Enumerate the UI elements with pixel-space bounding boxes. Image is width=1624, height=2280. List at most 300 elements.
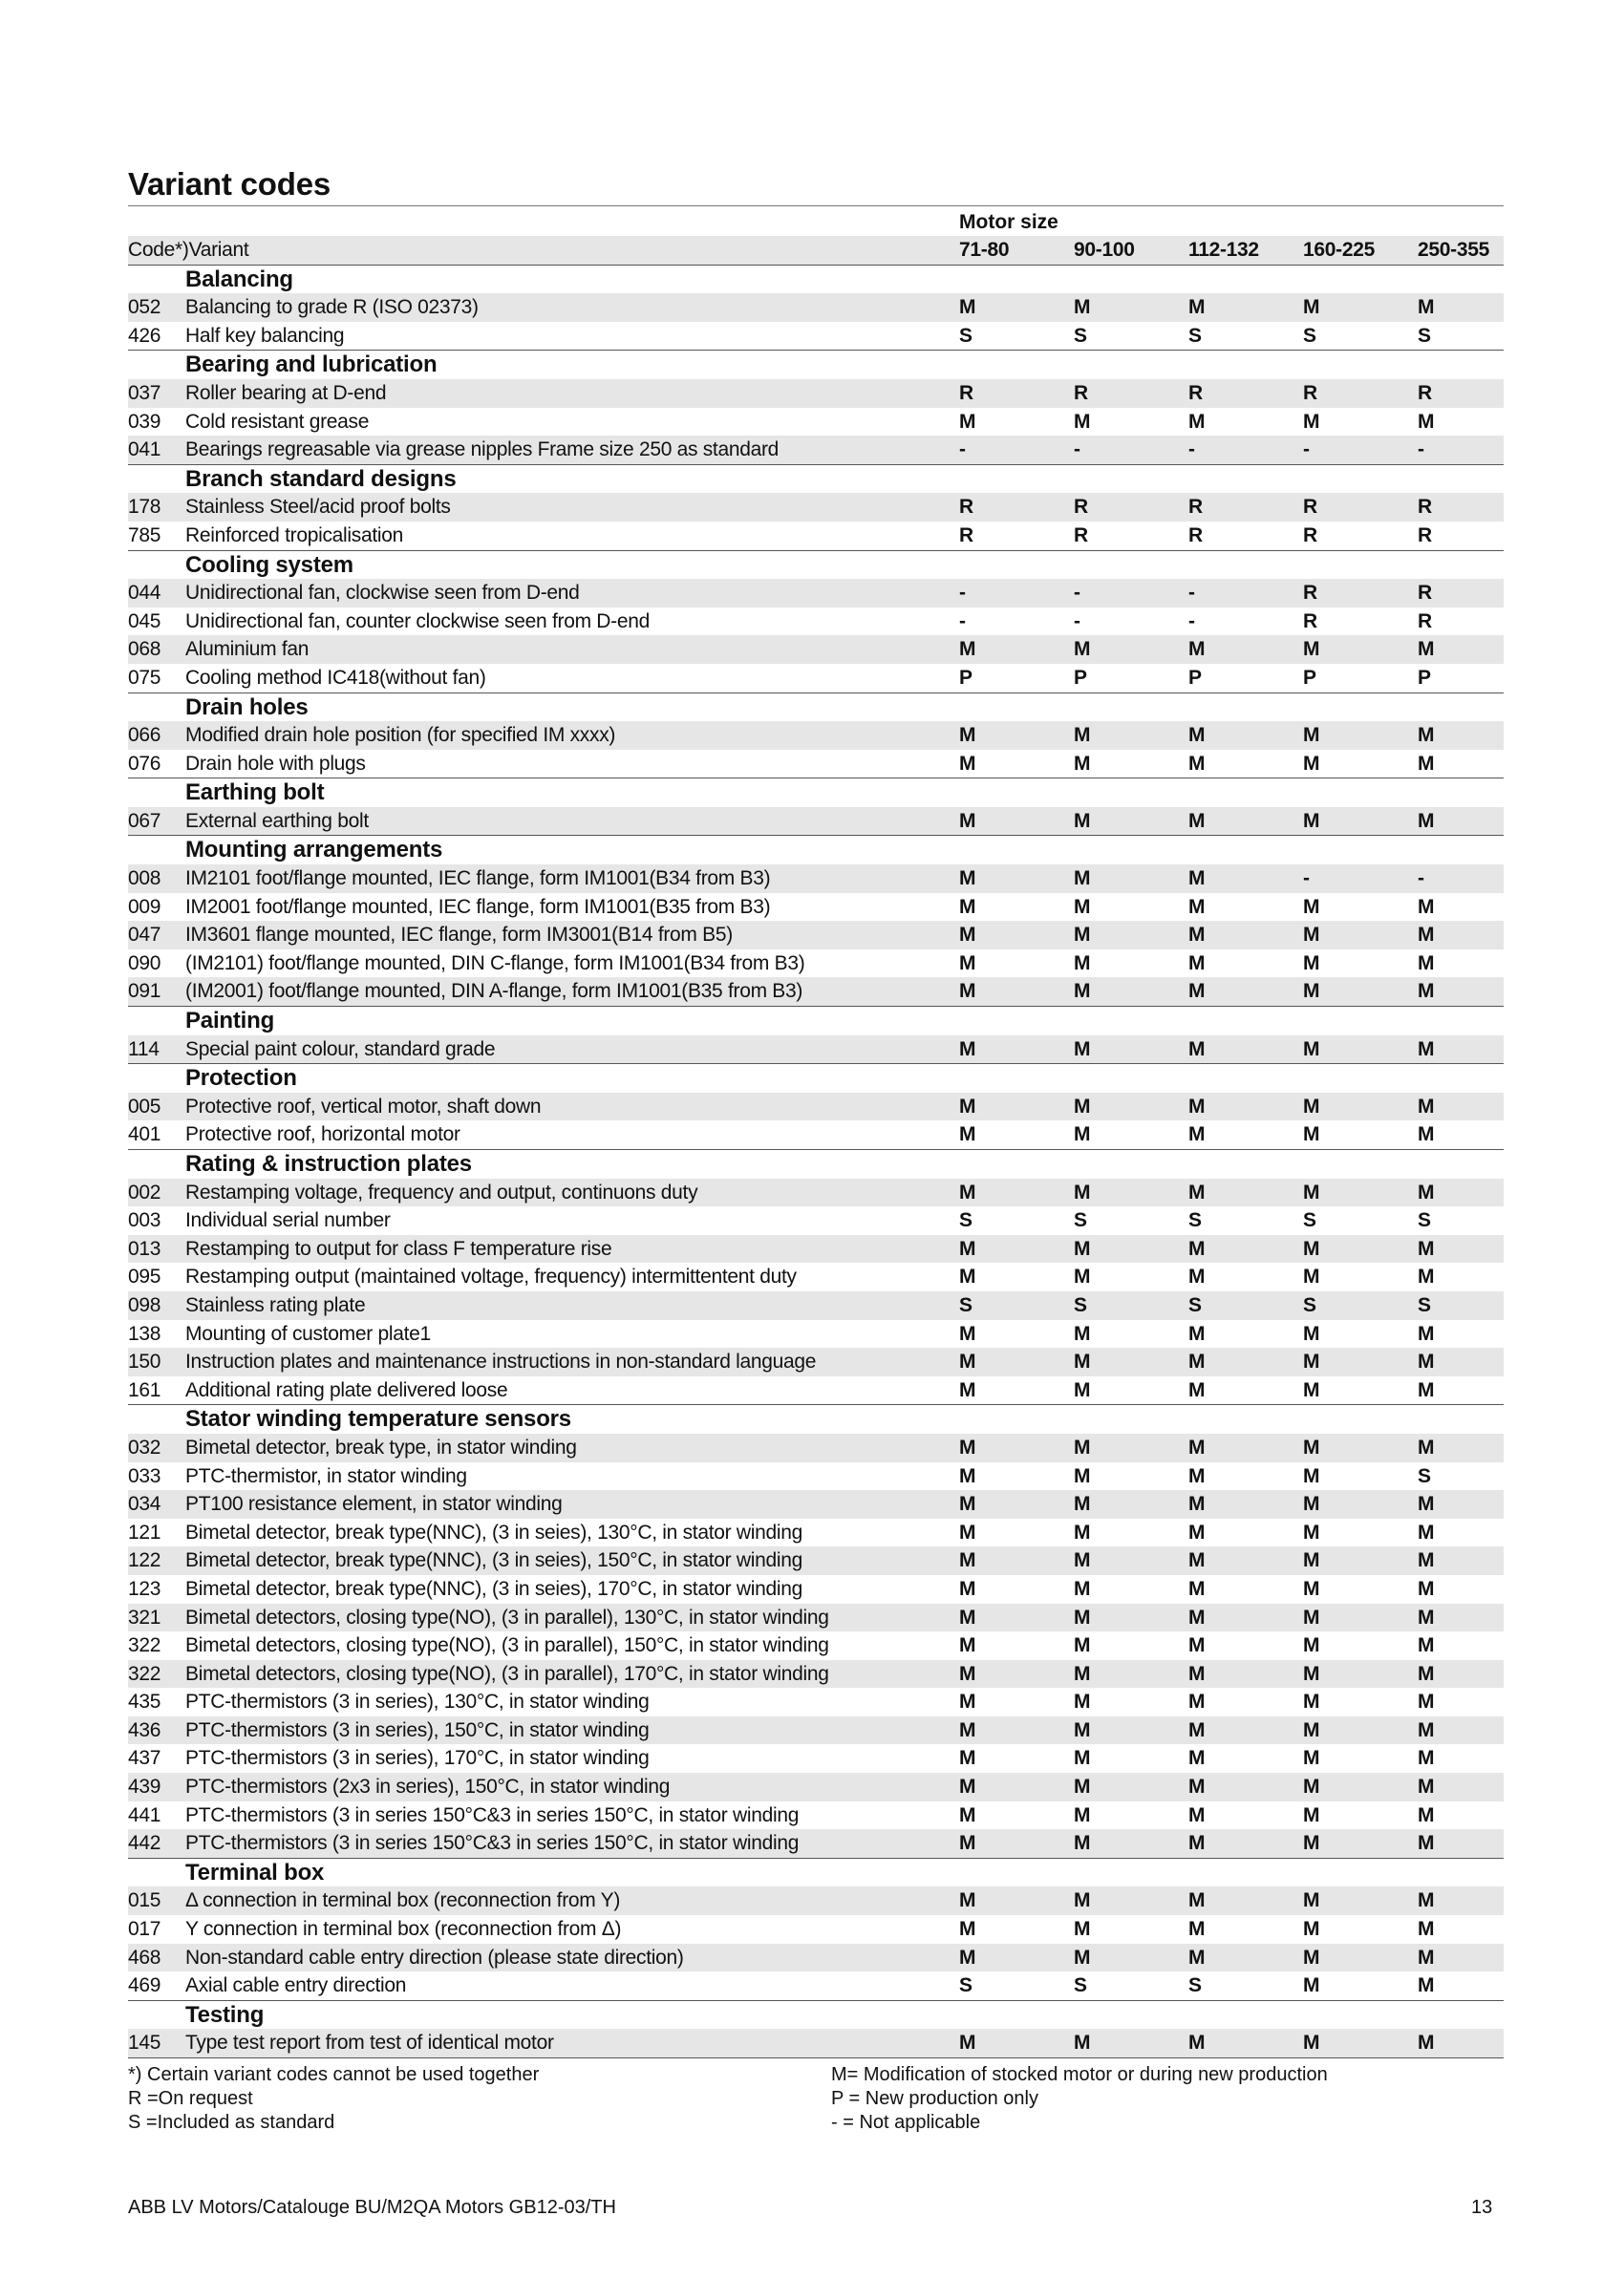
table-row	[128, 1944, 1504, 1972]
availability-cell: S	[959, 324, 972, 347]
variant-code: 436	[128, 1718, 161, 1741]
availability-cell: R	[959, 496, 973, 519]
availability-cell: M	[1074, 1237, 1091, 1260]
availability-cell: M	[1188, 1889, 1206, 1912]
availability-cell: M	[1303, 1095, 1320, 1118]
table-row	[128, 1263, 1504, 1291]
availability-cell: M	[1188, 1322, 1206, 1345]
availability-cell: M	[1418, 1918, 1435, 1941]
table-row	[128, 1235, 1504, 1264]
variant-code: 161	[128, 1378, 161, 1401]
availability-cell: M	[1188, 924, 1206, 947]
variant-description: Cooling method IC418(without fan)	[185, 666, 486, 689]
availability-cell: M	[1074, 1606, 1091, 1629]
footnotes-left	[128, 2063, 539, 2135]
variant-code: 441	[128, 1803, 161, 1826]
variant-code: 075	[128, 666, 161, 689]
variant-code: 013	[128, 1237, 161, 1260]
table-row	[128, 1348, 1504, 1376]
availability-cell: M	[1418, 2032, 1435, 2055]
variant-description: External earthing bolt	[185, 809, 369, 832]
availability-cell: M	[1074, 867, 1091, 890]
availability-cell: S	[959, 1293, 972, 1316]
availability-cell: S	[1074, 1293, 1087, 1316]
section-title: Drain holes	[185, 693, 309, 720]
availability-cell: M	[1074, 1946, 1091, 1969]
availability-cell: -	[1074, 582, 1080, 605]
availability-cell: -	[959, 609, 966, 632]
availability-cell: M	[959, 1549, 976, 1572]
availability-cell: M	[1418, 724, 1435, 747]
availability-cell: M	[1074, 1918, 1091, 1941]
section-title: Bearing and lubrication	[185, 352, 438, 378]
availability-cell: M	[1303, 895, 1320, 918]
availability-cell: M	[959, 1037, 976, 1060]
availability-cell: -	[1188, 609, 1195, 632]
availability-cell: M	[1303, 1181, 1320, 1204]
availability-cell: M	[1418, 1549, 1435, 1572]
variant-description: Axial cable entry direction	[185, 1974, 407, 1997]
availability-cell: S	[1188, 1293, 1202, 1316]
availability-cell: M	[1188, 1266, 1206, 1289]
availability-cell: M	[1418, 951, 1435, 974]
availability-cell: M	[959, 1946, 976, 1969]
availability-cell: S	[1418, 1293, 1431, 1316]
availability-cell: M	[1188, 724, 1206, 747]
table-row	[128, 607, 1504, 636]
availability-cell: M	[1303, 1577, 1320, 1600]
variant-code: 178	[128, 496, 161, 519]
availability-cell: M	[1303, 1803, 1320, 1826]
availability-cell: M	[1303, 1974, 1320, 1997]
section-title: Painting	[185, 1008, 275, 1034]
availability-cell: M	[959, 1266, 976, 1289]
availability-cell: S	[1303, 1209, 1316, 1232]
section-title: Balancing	[185, 266, 293, 292]
availability-cell: M	[1074, 1691, 1091, 1714]
availability-cell: -	[1303, 438, 1310, 461]
variant-code: 039	[128, 410, 161, 433]
availability-cell: M	[1074, 1266, 1091, 1289]
variant-code: 426	[128, 324, 161, 347]
availability-cell: S	[1188, 1209, 1202, 1232]
availability-cell: S	[959, 1974, 972, 1997]
variant-description: Stainless rating plate	[185, 1293, 366, 1316]
availability-cell: M	[1074, 1123, 1091, 1146]
availability-cell: S	[1188, 1974, 1202, 1997]
availability-cell: R	[1418, 582, 1432, 605]
availability-cell: M	[1188, 1464, 1206, 1487]
availability-cell: M	[1418, 410, 1435, 433]
availability-cell: M	[959, 638, 976, 661]
variant-code: 033	[128, 1464, 161, 1487]
availability-cell: S	[959, 1209, 972, 1232]
availability-cell: M	[959, 1803, 976, 1826]
variant-description: Type test report from test of identical motor	[185, 2032, 554, 2055]
availability-cell: M	[959, 1776, 976, 1799]
availability-cell: M	[1188, 951, 1206, 974]
availability-cell: P	[1188, 666, 1202, 689]
availability-cell: M	[959, 951, 976, 974]
table-row	[128, 1120, 1504, 1150]
availability-cell: -	[1188, 438, 1195, 461]
availability-cell: M	[1074, 1634, 1091, 1657]
availability-cell: M	[1188, 1803, 1206, 1826]
table-header-row	[128, 236, 1504, 266]
availability-cell: M	[1418, 1634, 1435, 1657]
availability-cell: M	[1418, 752, 1435, 775]
variant-description: PTC-thermistors (3 in series), 130°C, in stator winding	[185, 1691, 650, 1714]
motor-size-header: Motor size	[959, 211, 1058, 233]
availability-cell: M	[1303, 1776, 1320, 1799]
variant-code: 468	[128, 1946, 161, 1969]
availability-cell: M	[1418, 1662, 1435, 1685]
availability-cell: M	[1418, 1493, 1435, 1516]
availability-cell: M	[959, 1378, 976, 1401]
variant-code: 076	[128, 752, 161, 775]
availability-cell: M	[1074, 809, 1091, 832]
availability-cell: M	[1074, 1493, 1091, 1516]
table-row	[128, 664, 1504, 693]
availability-cell: M	[1074, 638, 1091, 661]
availability-cell: -	[959, 438, 966, 461]
table-row	[128, 949, 1504, 978]
availability-cell: M	[959, 1237, 976, 1260]
availability-cell: M	[1074, 752, 1091, 775]
availability-cell: M	[1303, 1351, 1320, 1374]
availability-cell: M	[1074, 1718, 1091, 1741]
variant-code: 138	[128, 1322, 161, 1345]
variant-description: (IM2001) foot/flange mounted, DIN A-flange, form IM1001(B35 from B3)	[185, 980, 803, 1003]
footnote: R =On request	[128, 2088, 253, 2109]
availability-cell: M	[1188, 1123, 1206, 1146]
variant-description: PTC-thermistors (3 in series 150°C&3 in series 150°C, in stator winding	[185, 1832, 800, 1855]
table-row	[128, 1886, 1504, 1915]
variant-code: 145	[128, 2032, 161, 2055]
availability-cell: M	[1418, 1776, 1435, 1799]
variant-description: Restamping output (maintained voltage, frequency) intermittentent duty	[185, 1266, 797, 1289]
availability-cell: S	[1188, 324, 1202, 347]
section-title: Earthing bolt	[185, 779, 325, 806]
availability-cell: M	[1303, 1946, 1320, 1969]
table-body	[128, 266, 1504, 2058]
availability-cell: M	[959, 752, 976, 775]
variant-description: Protective roof, horizontal motor	[185, 1123, 460, 1146]
column-header: 71-80	[959, 239, 1010, 261]
availability-cell: M	[1303, 924, 1320, 947]
availability-cell: M	[959, 1747, 976, 1770]
availability-cell: S	[1418, 1209, 1431, 1232]
variant-code: 150	[128, 1351, 161, 1374]
availability-cell: M	[959, 296, 976, 319]
availability-cell: M	[1418, 1351, 1435, 1374]
availability-cell: R	[1303, 609, 1317, 632]
variant-code: 003	[128, 1209, 161, 1232]
variant-description: Restamping voltage, frequency and output, continuons duty	[185, 1181, 698, 1204]
table-row	[128, 1179, 1504, 1207]
availability-cell: M	[1074, 951, 1091, 974]
availability-cell: -	[1188, 582, 1195, 605]
variant-code: 005	[128, 1095, 161, 1118]
table-row	[128, 1801, 1504, 1830]
table-row	[128, 579, 1504, 607]
variant-code: 034	[128, 1493, 161, 1516]
availability-cell: M	[1418, 1803, 1435, 1826]
footnote: S =Included as standard	[128, 2112, 335, 2133]
table-row	[128, 379, 1504, 408]
variant-description: Reinforced tropicalisation	[185, 523, 403, 546]
variant-description: Δ connection in terminal box (reconnection from Y)	[185, 1889, 621, 1912]
availability-cell: R	[1188, 523, 1203, 546]
table-row	[128, 750, 1504, 779]
availability-cell: M	[1188, 1718, 1206, 1741]
table-row	[128, 1631, 1504, 1660]
table-row	[128, 1915, 1504, 1944]
variant-description: Non-standard cable entry direction (please state direction)	[185, 1946, 684, 1969]
availability-cell: M	[1303, 951, 1320, 974]
variant-description: Stainless Steel/acid proof bolts	[185, 496, 451, 519]
table-row	[128, 1320, 1504, 1349]
availability-cell: M	[1303, 1691, 1320, 1714]
availability-cell: -	[1074, 609, 1080, 632]
availability-cell: M	[1303, 296, 1320, 319]
availability-cell: M	[1188, 296, 1206, 319]
availability-cell: M	[959, 1832, 976, 1855]
availability-cell: M	[1074, 1889, 1091, 1912]
availability-cell: M	[1418, 1181, 1435, 1204]
availability-cell: M	[1188, 1037, 1206, 1060]
availability-cell: M	[959, 1577, 976, 1600]
availability-cell: M	[959, 867, 976, 890]
variant-code: 401	[128, 1123, 161, 1146]
availability-cell: S	[1074, 1209, 1087, 1232]
variant-code: 017	[128, 1918, 161, 1941]
table-row	[128, 921, 1504, 949]
variant-description: Balancing to grade R (ISO 02373)	[185, 296, 479, 319]
availability-cell: M	[1074, 1662, 1091, 1685]
availability-cell: M	[1188, 1095, 1206, 1118]
table-row	[128, 408, 1504, 437]
variant-code: 122	[128, 1549, 161, 1572]
availability-cell: M	[1188, 1549, 1206, 1572]
variant-description: Cold resistant grease	[185, 410, 370, 433]
variant-description: Bimetal detector, break type(NNC), (3 in seies), 150°C, in stator winding	[185, 1549, 802, 1572]
availability-cell: M	[1303, 1521, 1320, 1544]
variant-description: Restamping to output for class F temperature rise	[185, 1237, 612, 1260]
variant-code: 322	[128, 1634, 161, 1657]
availability-cell: M	[1418, 1378, 1435, 1401]
column-header: 250-355	[1418, 239, 1489, 261]
availability-cell: R	[1188, 381, 1203, 404]
availability-cell: M	[1303, 1436, 1320, 1459]
variant-code: 032	[128, 1436, 161, 1459]
availability-cell: M	[1074, 924, 1091, 947]
availability-cell: M	[1418, 1889, 1435, 1912]
section-title: Testing	[185, 2001, 265, 2028]
availability-cell: M	[959, 1436, 976, 1459]
variant-description: Bimetal detectors, closing type(NO), (3 in parallel), 130°C, in stator winding	[185, 1606, 829, 1629]
footnotes-right	[831, 2063, 1328, 2135]
availability-cell: M	[1418, 1237, 1435, 1260]
availability-cell: M	[1303, 1037, 1320, 1060]
variant-description: Instruction plates and maintenance instructions in non-standard language	[185, 1351, 817, 1374]
variant-code: 442	[128, 1832, 161, 1855]
table-row	[128, 436, 1504, 465]
table-row	[128, 1546, 1504, 1575]
availability-cell: R	[959, 381, 973, 404]
footnote: *) Certain variant codes cannot be used together	[128, 2064, 540, 2085]
availability-cell: M	[959, 1889, 976, 1912]
availability-cell: M	[959, 980, 976, 1003]
availability-cell: M	[1418, 1832, 1435, 1855]
availability-cell: M	[1074, 410, 1091, 433]
availability-cell: M	[1418, 924, 1435, 947]
availability-cell: M	[1418, 1436, 1435, 1459]
table-row	[128, 635, 1504, 664]
variant-description: PTC-thermistors (3 in series), 170°C, in stator winding	[185, 1747, 650, 1770]
table-row	[128, 1291, 1504, 1320]
availability-cell: M	[1074, 1436, 1091, 1459]
variant-description: Bearings regreasable via grease nipples Frame size 250 as standard	[185, 438, 780, 461]
variant-description: Aluminium fan	[185, 638, 310, 661]
availability-cell: R	[1303, 582, 1317, 605]
variant-code: 114	[128, 1037, 160, 1060]
availability-cell: M	[1418, 296, 1435, 319]
title-divider	[128, 205, 1504, 206]
variant-description: Individual serial number	[185, 1209, 391, 1232]
availability-cell: M	[959, 1464, 976, 1487]
availability-cell: R	[1074, 523, 1088, 546]
availability-cell: S	[1074, 324, 1087, 347]
availability-cell: M	[1074, 1037, 1091, 1060]
availability-cell: M	[1303, 724, 1320, 747]
availability-cell: M	[1188, 1577, 1206, 1600]
table-row	[128, 721, 1504, 750]
availability-cell: M	[1418, 980, 1435, 1003]
availability-cell: M	[1188, 867, 1206, 890]
availability-cell: M	[959, 1493, 976, 1516]
variant-description: IM2101 foot/flange mounted, IEC flange, form IM1001(B34 from B3)	[185, 867, 771, 890]
availability-cell: M	[1074, 1577, 1091, 1600]
table-row	[128, 1376, 1504, 1406]
section-heading	[128, 1007, 1504, 1035]
availability-cell: M	[1188, 1918, 1206, 1941]
availability-cell: M	[1303, 1266, 1320, 1289]
availability-cell: M	[959, 895, 976, 918]
variant-description: Special paint colour, standard grade	[185, 1037, 496, 1060]
availability-cell: M	[1074, 2032, 1091, 2055]
availability-cell: M	[1074, 1521, 1091, 1544]
table-row	[128, 1773, 1504, 1801]
availability-cell: R	[1303, 496, 1317, 519]
availability-cell: -	[1074, 438, 1080, 461]
availability-cell: R	[1303, 381, 1317, 404]
section-heading	[128, 1859, 1504, 1887]
availability-cell: M	[1188, 980, 1206, 1003]
variant-description: Additional rating plate delivered loose	[185, 1378, 508, 1401]
variant-code: 052	[128, 296, 161, 319]
availability-cell: R	[1074, 381, 1088, 404]
availability-cell: M	[1418, 1606, 1435, 1629]
availability-cell: M	[1188, 638, 1206, 661]
availability-cell: M	[1188, 1691, 1206, 1714]
column-header: 112-132	[1188, 239, 1259, 261]
availability-cell: M	[959, 1718, 976, 1741]
availability-cell: P	[959, 666, 972, 689]
availability-cell: M	[959, 809, 976, 832]
availability-cell: M	[1074, 1549, 1091, 1572]
table-row	[128, 1462, 1504, 1491]
variant-code: 322	[128, 1662, 161, 1685]
variant-description: PT100 resistance element, in stator winding	[185, 1493, 563, 1516]
availability-cell: M	[1303, 1378, 1320, 1401]
availability-cell: M	[1303, 1662, 1320, 1685]
availability-cell: M	[1188, 809, 1206, 832]
availability-cell: M	[1303, 1549, 1320, 1572]
section-title: Mounting arrangements	[185, 837, 443, 863]
variant-table	[128, 209, 1504, 2058]
code-variant-header: Code*)Variant	[128, 239, 249, 261]
variant-description: Roller bearing at D-end	[185, 381, 387, 404]
availability-cell: M	[1188, 1747, 1206, 1770]
availability-cell: R	[959, 523, 973, 546]
availability-cell: M	[1074, 1832, 1091, 1855]
variant-description: (IM2101) foot/flange mounted, DIN C-flange, form IM1001(B34 from B3)	[185, 951, 805, 974]
table-row	[128, 864, 1504, 893]
availability-cell: M	[1418, 1577, 1435, 1600]
variant-code: 469	[128, 1974, 161, 1997]
variant-code: 047	[128, 924, 161, 947]
variant-description: PTC-thermistors (3 in series 150°C&3 in series 150°C, in stator winding	[185, 1803, 800, 1826]
table-row	[128, 1829, 1504, 1859]
availability-cell: M	[1303, 2032, 1320, 2055]
availability-cell: S	[1303, 1293, 1316, 1316]
section-heading	[128, 778, 1504, 807]
variant-description: Unidirectional fan, clockwise seen from D-end	[185, 582, 580, 605]
table-row	[128, 1035, 1504, 1065]
availability-cell: M	[1303, 1493, 1320, 1516]
variant-description: Modified drain hole position (for specified IM xxxx)	[185, 724, 616, 747]
availability-cell: M	[959, 1662, 976, 1685]
availability-cell: M	[1074, 895, 1091, 918]
table-row	[128, 1519, 1504, 1547]
availability-cell: M	[1074, 1776, 1091, 1799]
variant-code: 068	[128, 638, 161, 661]
availability-cell: M	[1303, 1464, 1320, 1487]
table-row	[128, 893, 1504, 922]
availability-cell: M	[1074, 296, 1091, 319]
availability-cell: M	[1418, 1974, 1435, 1997]
availability-cell: M	[1188, 1634, 1206, 1657]
availability-cell: R	[1418, 609, 1432, 632]
table-row	[128, 1434, 1504, 1462]
variant-code: 066	[128, 724, 161, 747]
section-heading	[128, 351, 1504, 379]
variant-code: 009	[128, 895, 161, 918]
availability-cell: R	[1303, 523, 1317, 546]
section-heading	[128, 693, 1504, 722]
variant-description: Half key balancing	[185, 324, 345, 347]
table-row	[128, 522, 1504, 551]
availability-cell: P	[1418, 666, 1431, 689]
availability-cell: M	[959, 1521, 976, 1544]
availability-cell: S	[1303, 324, 1316, 347]
column-header: 160-225	[1303, 239, 1375, 261]
availability-cell: M	[959, 1181, 976, 1204]
variant-code: 095	[128, 1266, 161, 1289]
availability-cell: M	[1418, 1322, 1435, 1345]
availability-cell: M	[1188, 1181, 1206, 1204]
